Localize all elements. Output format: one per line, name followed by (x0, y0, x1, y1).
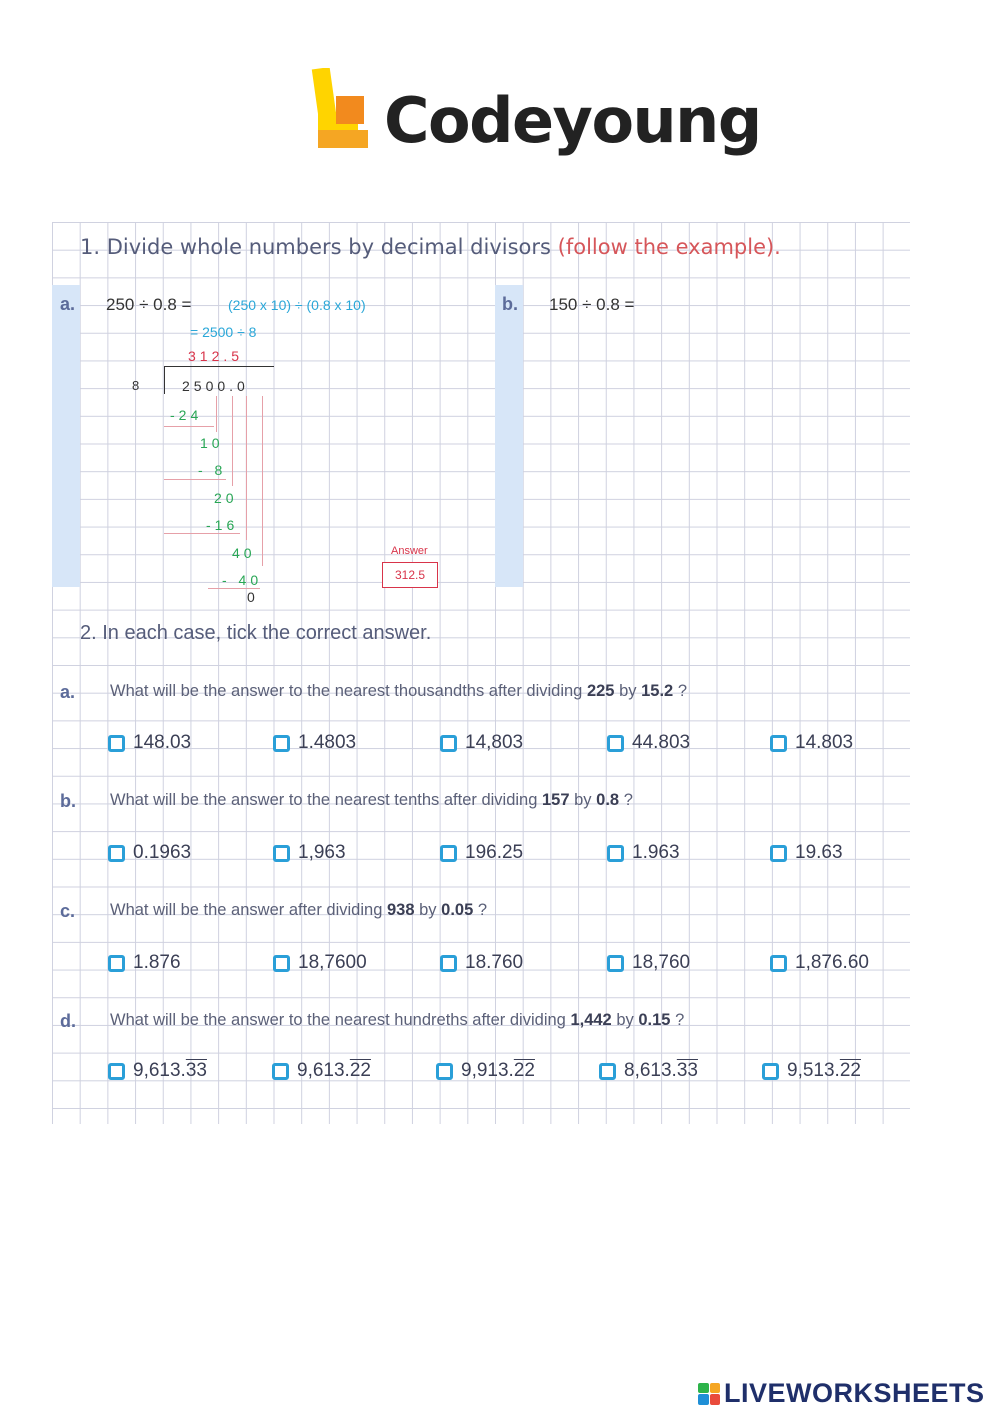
q1a-quotient: 312.5 (188, 348, 244, 364)
q2b-question: What will be the answer to the nearest tenths after dividing 157 by 0.8 ? (110, 791, 633, 809)
checkbox[interactable] (607, 955, 624, 972)
q2d-option-2[interactable]: 9,613.22 (272, 1060, 371, 1082)
checkbox[interactable] (108, 735, 125, 752)
q2d-option-4[interactable]: 8,613.33 (599, 1060, 698, 1082)
q1a-row: -16 (206, 517, 239, 533)
q2c-option-3[interactable]: 18.760 (440, 952, 523, 974)
checkbox[interactable] (440, 735, 457, 752)
q1-heading: 1. Divide whole numbers by decimal divisors (follow the example). (80, 235, 781, 259)
division-bracket-vertical (164, 366, 165, 394)
checkbox[interactable] (273, 845, 290, 862)
q1a-row: 10 (200, 435, 224, 451)
q1a-row: - 40 (222, 572, 263, 588)
q1a-remainder: 0 (247, 589, 255, 605)
answer-label: Answer (391, 545, 428, 557)
checkbox[interactable] (770, 955, 787, 972)
checkbox[interactable] (599, 1063, 616, 1080)
q1a-row: - 8 (198, 462, 227, 478)
division-bracket-horizontal (164, 366, 274, 367)
q1b-expression: 150 ÷ 0.8 = (549, 295, 635, 314)
q2b-option-3[interactable]: 196.25 (440, 842, 523, 864)
answer-box: 312.5 (382, 562, 438, 588)
q1a-dividend: 2500.0 (182, 378, 249, 394)
q2a-option-5[interactable]: 14.803 (770, 732, 853, 754)
q2c-option-5[interactable]: 1,876.60 (770, 952, 869, 974)
q1a-step1: (250 x 10) ÷ (0.8 x 10) (228, 297, 366, 313)
q2b-option-5[interactable]: 19.63 (770, 842, 843, 864)
liveworksheets-text: LIVEWORKSHEETS (724, 1378, 985, 1408)
checkbox[interactable] (440, 845, 457, 862)
q2c-option-2[interactable]: 18,7600 (273, 952, 367, 974)
q2c-letter: c. (60, 901, 76, 921)
checkbox[interactable] (272, 1063, 289, 1080)
q1a-row: 40 (232, 545, 256, 561)
q1a-expression: 250 ÷ 0.8 = (106, 295, 192, 314)
checkbox[interactable] (108, 1063, 125, 1080)
checkbox[interactable] (436, 1063, 453, 1080)
q2a-letter: a. (60, 682, 76, 702)
left-margin-strip (52, 285, 80, 587)
checkbox[interactable] (770, 845, 787, 862)
q1a-row: 20 (214, 490, 238, 506)
q2b-option-2[interactable]: 1,963 (273, 842, 346, 864)
q2d-option-1[interactable]: 9,613.33 (108, 1060, 207, 1082)
q2d-option-5[interactable]: 9,513.22 (762, 1060, 861, 1082)
checkbox[interactable] (108, 845, 125, 862)
q1b-letter: b. (502, 294, 518, 314)
q2a-option-2[interactable]: 1.4803 (273, 732, 356, 754)
liveworksheets-brand (698, 1378, 985, 1409)
checkbox[interactable] (108, 955, 125, 972)
q1a-rule (164, 426, 214, 427)
bring-down-line (232, 396, 233, 486)
q1a-rule (164, 479, 226, 480)
q1a-letter: a. (60, 294, 76, 314)
q2c-option-4[interactable]: 18,760 (607, 952, 690, 974)
codeyoung-logo-icon (308, 68, 372, 154)
bring-down-line (262, 396, 263, 566)
q1a-step2: = 2500 ÷ 8 (190, 324, 257, 340)
q2b-option-4[interactable]: 1.963 (607, 842, 680, 864)
q2d-letter: d. (60, 1011, 76, 1031)
q2c-option-1[interactable]: 1.876 (108, 952, 181, 974)
q2a-option-1[interactable]: 148.03 (108, 732, 191, 754)
q1a-row: -24 (170, 407, 203, 423)
bring-down-line (216, 396, 217, 432)
q1a-rule (164, 533, 240, 534)
liveworksheets-logo-icon (698, 1383, 720, 1405)
q2-heading: 2. In each case, tick the correct answer. (80, 622, 432, 644)
q2d-option-3[interactable]: 9,913.22 (436, 1060, 535, 1082)
q2b-option-1[interactable]: 0.1963 (108, 842, 191, 864)
grid-sheet (52, 222, 910, 1124)
q2a-question: What will be the answer to the nearest thousandths after dividing 225 by 15.2 ? (110, 682, 688, 700)
q2a-option-3[interactable]: 14,803 (440, 732, 523, 754)
checkbox[interactable] (607, 845, 624, 862)
checkbox[interactable] (440, 955, 457, 972)
middle-margin-strip (495, 285, 523, 587)
checkbox[interactable] (762, 1063, 779, 1080)
checkbox[interactable] (607, 735, 624, 752)
checkbox[interactable] (770, 735, 787, 752)
bring-down-line (246, 396, 247, 540)
q1a-divisor: 8 (132, 378, 140, 393)
q2a-option-4[interactable]: 44.803 (607, 732, 690, 754)
codeyoung-logo-text: Codeyoung (384, 84, 761, 157)
q2c-question: What will be the answer after dividing 938 by 0.05 ? (110, 901, 488, 919)
q2b-letter: b. (60, 791, 76, 811)
checkbox[interactable] (273, 735, 290, 752)
checkbox[interactable] (273, 955, 290, 972)
q2d-question: What will be the answer to the nearest hundreths after dividing 1,442 by 0.15 ? (110, 1011, 685, 1029)
